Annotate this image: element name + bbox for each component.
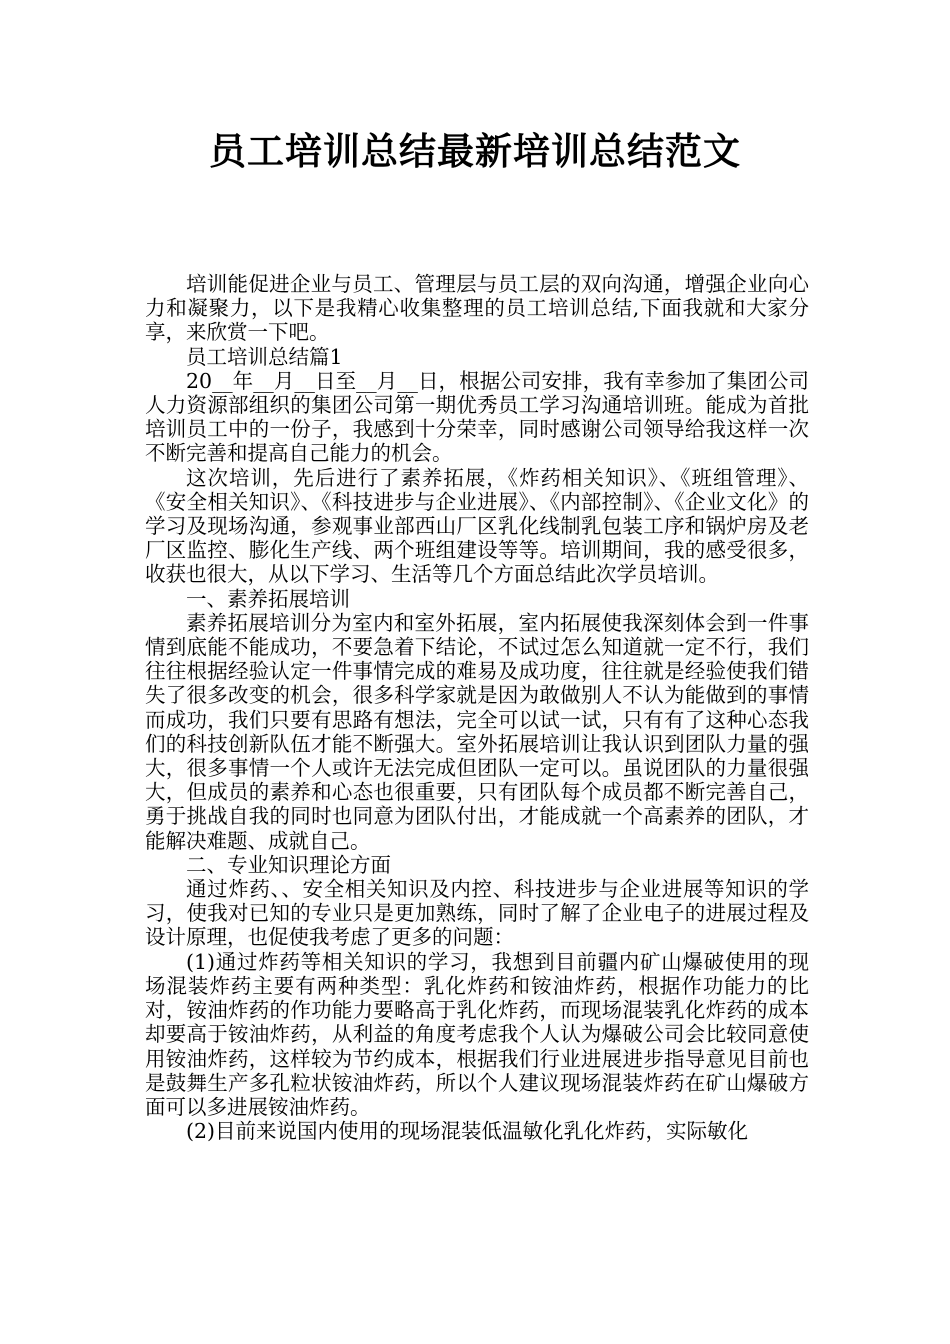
section-heading: 一、素养拓展培训 bbox=[186, 586, 350, 611]
paragraph: 这次培训，先后进行了素养拓展，《炸药相关知识》、《班组管理》、《安全相关知识》、《科技进步与企业进展》、《内部控制》、《企业文化》的学习及现场沟通，参观事业部西山厂区乳化线制乳包装工序和锅炉房及老厂区监控、膨化生产线、两个班组建设等等。培训期间，我的感受很多，收获也很大，从以下学习、生活等几个方面总结此次学员培训。 bbox=[145, 465, 809, 587]
document-body bbox=[145, 272, 809, 1143]
section-heading: 二、专业知识理论方面 bbox=[186, 852, 391, 877]
paragraph: 20__年__月__日至__月__日，根据公司安排，我有幸参加了集团公司人力资源部组织的集团公司第一期优秀员工学习沟通培训班。能成为首批培训员工中的一份子，我感到十分荣幸，同时感谢公司领导给我这样一次不断完善和提高自己能力的机会。 bbox=[145, 368, 809, 466]
paragraph: (1)通过炸药等相关知识的学习，我想到目前疆内矿山爆破使用的现场混装炸药主要有两种类型：乳化炸药和铵油炸药，根据作功能力的比对，铵油炸药的作功能力要略高于乳化炸药，而现场混装乳化炸药的成本却要高于铵油炸药，从利益的角度考虑我个人认为爆破公司会比较同意使用铵油炸药，这样较为节约成本，根据我们行业进展进步指导意见目前也是鼓舞生产多孔粒状铵油炸药，所以个人建议现场混装炸药在矿山爆破方面可以多进展铵油炸药。 bbox=[145, 949, 809, 1119]
section-heading: 员工培训总结篇1 bbox=[186, 344, 343, 369]
paragraph: (2)目前来说国内使用的现场混装低温敏化乳化炸药，实际敏化 bbox=[186, 1119, 749, 1144]
paragraph: 通过炸药、、安全相关知识及内控、科技进步与企业进展等知识的学习，使我对已知的专业只是更加熟练，同时了解了企业电子的进展过程及设计原理，也促使我考虑了更多的问题： bbox=[145, 877, 809, 950]
paragraph: 素养拓展培训分为室内和室外拓展，室内拓展使我深刻体会到一件事情到底能不能成功，不要急着下结论，不试过怎么知道就一定不行，我们往往根据经验认定一件事情完成的难易及成功度，往往就是经验使我们错失了很多改变的机会，很多科学家就是因为敢做别人不认为能做到的事情而成功，我们只要有思路有想法，完全可以试一试，只有有了这种心态我们的科技创新队伍才能不断强大。室外拓展培训让我认识到团队力量的强大，很多事情一个人或许无法完成但团队一定可以。虽说团队的力量很强大，但成员的素养和心态也很重要，只有团队每个成员都不断完善自己，勇于挑战自我的同时也同意为团队付出，才能成就一个高素养的团队，才能解决难题、成就自己。 bbox=[145, 610, 809, 853]
paragraph-intro: 培训能促进企业与员工、管理层与员工层的双向沟通，增强企业向心力和凝聚力，以下是我精心收集整理的员工培训总结,下面我就和大家分享，来欣赏一下吧。 bbox=[145, 272, 809, 345]
page-title: 员工培训总结最新培训总结范文 bbox=[209, 130, 741, 173]
